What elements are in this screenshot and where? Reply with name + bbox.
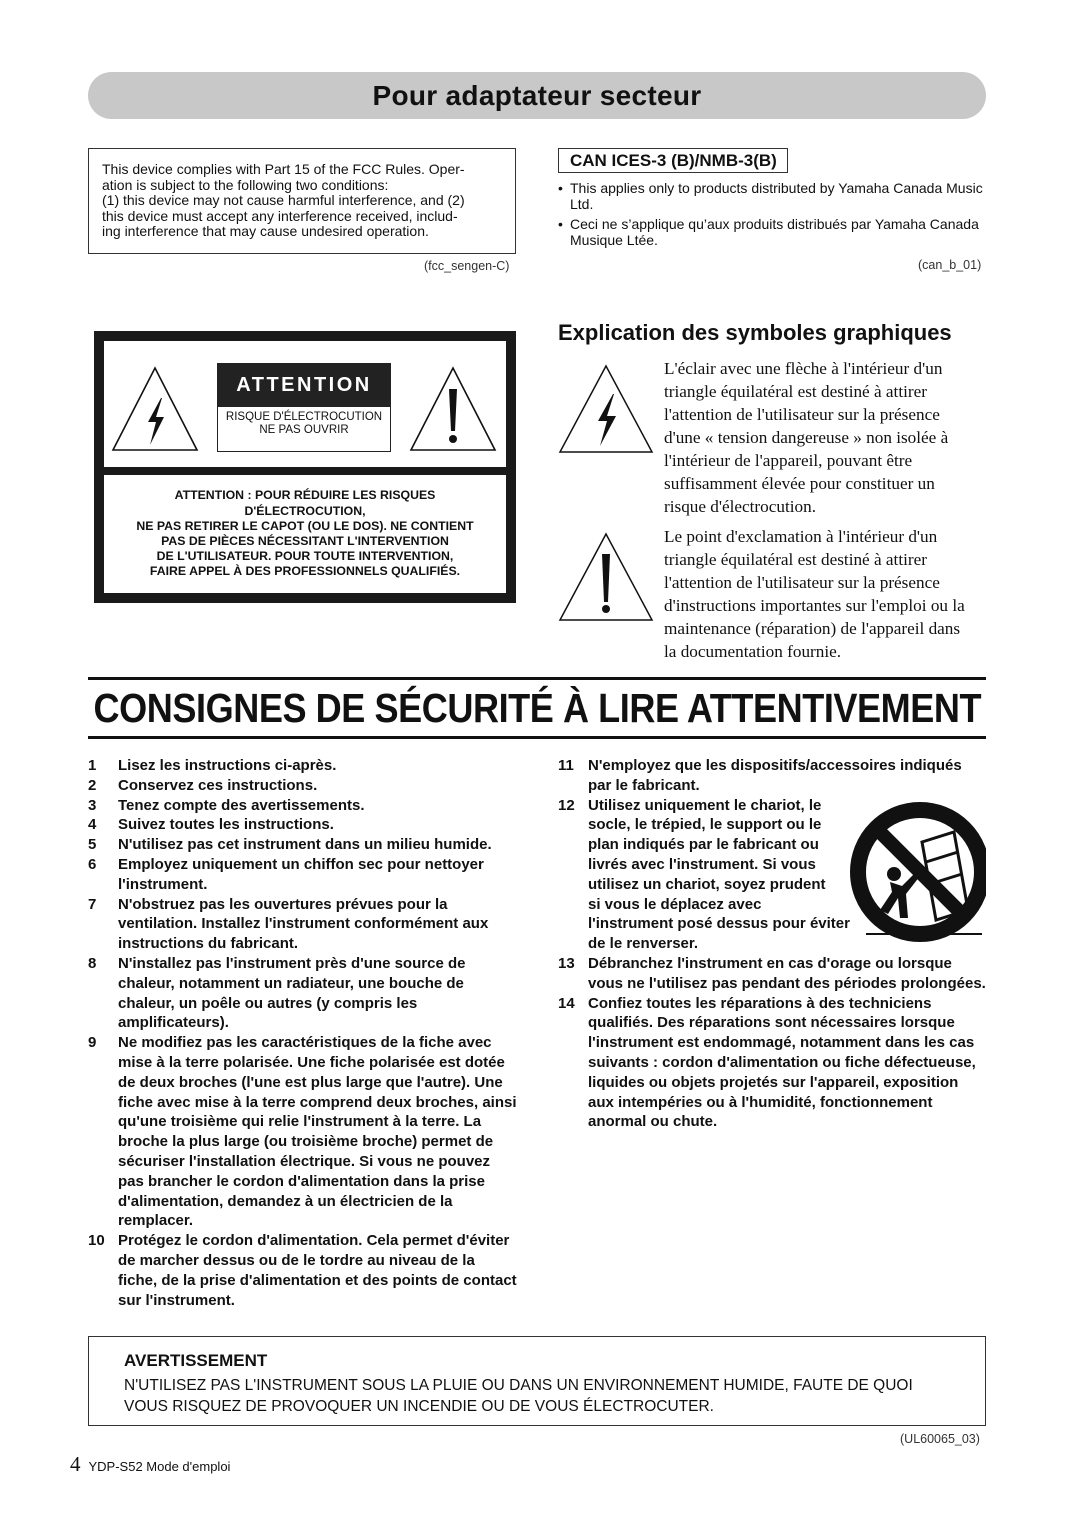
exclamation-triangle-icon (558, 532, 654, 622)
instruction-number: 11 (558, 757, 574, 774)
instruction-text: Employez uniquement un chiffon sec pour nettoyer l'instrument. (118, 855, 484, 893)
can-bullet: • This applies only to products distributed by Yamaha Canada Music Ltd. (558, 181, 988, 212)
instruction-item (558, 994, 986, 1133)
warning-text: N'UTILISEZ PAS L'INSTRUMENT SOUS LA PLUIE OU DANS UN ENVIRONNEMENT HUMIDE, FAUTE DE QUOI VOUS RISQUEZ DE PROVOQUER UN INCENDIE OU DE VOUS ÉLECTROCUTER. (124, 1377, 913, 1415)
instruction-number: 9 (88, 1034, 97, 1052)
exclamation-triangle-icon (408, 365, 498, 453)
lightning-symbol-text: L'éclair avec une flèche à l'intérieur d'un triangle équilatéral est destiné à attirer l'attention de l'utilisateur sur la présence d'une « tension dangereuse » non isolée à l'intérieur de l'appareil, pouvant être suffisamment élevée pour constituer un risque d'électrocution. (664, 359, 949, 516)
instruction-item (558, 954, 986, 994)
instruction-item (88, 835, 518, 855)
lightning-triangle-icon (558, 364, 654, 454)
instruction-item (88, 1033, 518, 1231)
instructions-left-column (88, 756, 518, 1310)
instruction-text-content: Utilisez uniquement le chariot, le socle, le trépied, le support ou le plan indiqués par le fabricant ou livrés avec l'instrument. Si vous utilisez un chariot, soyez prudent si vous le déplacez avec l'instrument posé dessus pour éviter de le renverser. (588, 796, 850, 953)
caution-text: ATTENTION : POUR RÉDUIRE LES RISQUES D'ÉLECTROCUTION, NE PAS RETIRER LE CAPOT (OU LE DOS). NE CONTIENT PAS DE PIÈCES NÉCESSITANT L'INTERVENTION DE L'UTILISATEUR. POUR TOUTE INTERVENTION, FAIRE APPEL À DES PROFESSIONNELS QUALIFIÉS. (136, 488, 474, 579)
instruction-text: Protégez le cordon d'alimentation. Cela permet d'éviter de marcher dessus ou de le tordre au niveau de la fiche, de la prise d'alimentation et des points de contact sur l'instrument. (118, 1232, 517, 1309)
instruction-text: Confiez toutes les réparations à des techniciens qualifiés. Des réparations sont nécessaires lorsque l'instrument est endommagé, notamment dans les cas suivants : cordon d'alimentation ou fiche défectueuse, liquides ou objets projetés sur l'appareil, exposition aux intempéries ou à l'humidité, fonctionnement anormal ou chute. (588, 994, 976, 1131)
section-title: Pour adaptateur secteur (372, 79, 702, 111)
instruction-text: Conservez ces instructions. (118, 776, 318, 794)
instruction-text: Lisez les instructions ci-après. (118, 757, 337, 774)
can-code: (can_b_01) (918, 258, 982, 272)
warning-box (88, 1336, 986, 1426)
warning-code: (UL60065_03) (900, 1432, 980, 1446)
instruction-number: 4 (88, 816, 97, 834)
instruction-text: Débranchez l'instrument en cas d'orage ou lorsque vous ne l'utilisez pas pendant des périodes prolongées. (588, 954, 986, 992)
manual-title: YDP-S52 Mode d'emploi (88, 1459, 231, 1474)
fcc-notice-text: This device complies with Part 15 of the FCC Rules. Oper- ation is subject to the following two conditions: (1) this device may not cause harmful interference, and (2) this device must accept any interference received, includ- ing interference that may cause undesired operation. (102, 161, 465, 239)
instruction-item (88, 815, 518, 835)
safety-heading: CONSIGNES DE SÉCURITÉ À LIRE ATTENTIVEMENT (93, 684, 981, 731)
instruction-number: 1 (88, 757, 97, 774)
caution-text-area (104, 475, 506, 593)
instruction-number: 10 (88, 1232, 105, 1250)
can-bullet-list (558, 181, 988, 253)
instruction-text: Suivez toutes les instructions. (118, 816, 334, 834)
page-footer (70, 1452, 230, 1477)
instruction-item (88, 756, 518, 776)
instruction-text: Ne modifiez pas les caractéristiques de la fiche avec mise à la terre polarisée. Une fiche polarisée est dotée de deux broches (l'une est plus large que l'autre). Une fiche avec mise à la terre comprend deux broches, ainsi qu'une troisième qui relie l'instrument à la terre. La broche la plus large (ou troisième broche) permet de sécuriser l'installation électrique. Si vous ne pouvez pas brancher le cordon d'alimentation dans la prise d'alimentation, demandez à un électricien de la remplacer. (118, 1034, 517, 1230)
instruction-item (88, 954, 518, 1033)
instruction-item (558, 796, 986, 954)
instruction-text: N'employez que les dispositifs/accessoires indiqués par le fabricant. (588, 757, 962, 794)
instruction-number: 12 (558, 796, 575, 814)
instructions-right-column (558, 756, 986, 1132)
instruction-text: N'obstruez pas les ouvertures prévues pour la ventilation. Installez l'instrument conformément aux instructions du fabricant. (118, 895, 489, 953)
instruction-item (88, 895, 518, 954)
instruction-text (588, 796, 986, 954)
instruction-item (88, 776, 518, 796)
instruction-number: 2 (88, 776, 97, 794)
attention-label-box (217, 363, 391, 452)
instruction-number: 7 (88, 895, 97, 913)
instruction-number: 13 (558, 954, 575, 972)
instruction-number: 8 (88, 954, 97, 972)
instruction-item (88, 796, 518, 816)
warning-title: AVERTISSEMENT (124, 1351, 268, 1370)
fcc-code: (fcc_sengen-C) (424, 259, 510, 273)
safety-heading-bar (88, 677, 986, 739)
fcc-notice-box (88, 148, 516, 254)
instruction-text: Tenez compte des avertissements. (118, 796, 365, 814)
instruction-number: 3 (88, 796, 97, 814)
instruction-number: 14 (558, 994, 575, 1012)
caution-symbol-row (104, 341, 506, 467)
instruction-text: N'installez pas l'instrument près d'une source de chaleur, notamment un radiateur, une bouche de chaleur, un poêle ou autres (y compris les amplificateurs). (118, 954, 466, 1032)
instruction-number: 5 (88, 836, 97, 854)
exclamation-symbol-text: Le point d'exclamation à l'intérieur d'un triangle équilatéral est destiné à attirer l'attention de l'utilisateur sur la présence d'instructions importantes sur l'emploi ou la maintenance (réparation) de l'appareil dans la documentation fournie. (664, 527, 965, 661)
attention-sublabel: RISQUE D'ÉLECTROCUTION NE PAS OUVRIR (225, 411, 383, 436)
can-title: CAN ICES-3 (B)/NMB-3(B) (558, 148, 788, 173)
attention-label: ATTENTION (218, 364, 390, 407)
instruction-number: 6 (88, 855, 97, 873)
instruction-item (558, 756, 986, 796)
lightning-triangle-icon (110, 365, 200, 453)
caution-warning-panel (94, 331, 516, 603)
page-number: 4 (70, 1452, 81, 1476)
can-bullet: • Ceci ne s’applique qu’aux produits distribués par Yamaha Canada Musique Ltée. (558, 217, 988, 248)
section-title-bar (88, 72, 986, 119)
instruction-item (88, 1231, 518, 1310)
instruction-text: N'utilisez pas cet instrument dans un milieu humide. (118, 836, 492, 854)
instruction-item (88, 855, 518, 895)
symbols-heading: Explication des symboles graphiques (558, 320, 952, 345)
cart-tipover-warning-icon (850, 802, 986, 944)
